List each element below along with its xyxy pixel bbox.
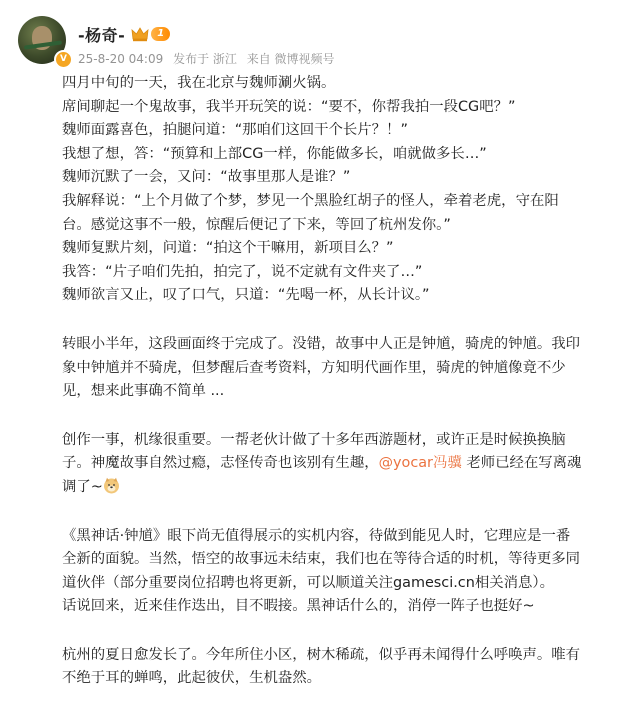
text-line — [62, 476, 628, 500]
text-line: 席间聊起一个鬼故事，我半开玩笑的说：“要不，你帮我拍一段CG吧？” — [62, 98, 516, 115]
post-source: 来自 微博视频号 — [246, 52, 335, 66]
text-line: 全新的面貌。当然，悟空的故事远未结束，我们也在等待合适的时机，等待更多同 — [62, 551, 581, 568]
text-line: 转眼小半年，这段画面终于完成了。没错，故事中人正是钟馗，骑虎的钟馗。我印 — [62, 335, 581, 352]
text-line: 《黑神话·钟馗》眼下尚无值得展示的实机内容，待做到能见人时，它理应是一番 — [62, 527, 571, 544]
text-line: 象中钟馗并不骑虎，但梦醒后查考资料，方知明代画作里，骑虎的钟馗像竟不少 — [62, 359, 566, 376]
text-fragment: 子。神魔故事自然过瘾，志怪传奇也该别有生趣， — [62, 455, 379, 472]
text-line: 杭州的夏日愈发长了。今年所住小区，树木稀疏，似乎再未闻得什么呼唤声。唯有 — [62, 646, 581, 663]
text-line: 魏师沉默了一会，又问：“故事里那人是谁？” — [62, 169, 351, 186]
doge-emoji-icon — [103, 477, 120, 494]
paragraph-1 — [62, 72, 628, 308]
text-line: 台。感觉这事不一般，惊醒后便记了下来，等回了杭州发你。” — [62, 216, 451, 233]
text-fragment: 老师已经在写离魂 — [461, 455, 582, 472]
text-fragment: 调了~ — [62, 478, 103, 495]
crown-icon — [131, 27, 149, 42]
author-name[interactable]: -杨奇- — [78, 25, 126, 45]
level-badge: 1 — [151, 27, 170, 41]
post-content — [62, 72, 628, 716]
text-line: 我解释说：“上个月做了个梦，梦见一个黑脸红胡子的怪人，牵着老虎，守在阳 — [62, 192, 559, 209]
verified-badge-icon: V — [54, 50, 73, 69]
mention-link[interactable]: @yocar冯骥 — [378, 455, 462, 472]
text-line: 我答：“片子咱们先拍，拍完了，说不定就有文件夹了…” — [62, 263, 423, 280]
author-row — [78, 23, 170, 45]
text-line — [62, 452, 628, 476]
text-line: 魏师面露喜色，拍腿问道：“那咱们这回干个长片？！” — [62, 122, 408, 139]
paragraph-5 — [62, 644, 628, 691]
text-line: 不绝于耳的蝉鸣，此起彼伏，生机盎然。 — [62, 670, 322, 687]
post-header — [12, 10, 612, 68]
text-line: 道伙伴（部分重要岗位招聘也将更新，可以顺道关注gamesci.cn相关消息）。 — [62, 574, 554, 591]
paragraph-2 — [62, 333, 628, 404]
text-line: 魏师复默片刻，问道：“拍这个干嘛用，新项目么？” — [62, 240, 394, 257]
text-line: 魏师欲言又止，叹了口气，只道：“先喝一杯，从长计议。” — [62, 287, 430, 304]
post-meta — [78, 50, 341, 67]
text-line: 话说回来，近来佳作迭出，目不暇接。黑神话什么的，消停一阵子也挺好~ — [62, 598, 535, 615]
text-line: 创作一事，机缘很重要。一帮老伙计做了十多年西游题材，或许正是时候换换脑 — [62, 431, 566, 448]
paragraph-4 — [62, 525, 628, 619]
text-line: 四月中旬的一天，我在北京与魏师涮火锅。 — [62, 75, 336, 91]
paragraph-3 — [62, 429, 628, 500]
post-location: 发布于 浙江 — [173, 52, 237, 66]
text-line: 见，想来此事确不简单 ... — [62, 383, 225, 400]
text-line: 我想了想，答：“预算和上部CG一样，你能做多长，咱就做多长…” — [62, 145, 487, 162]
post-time[interactable]: 25-8-20 04:09 — [78, 52, 164, 66]
